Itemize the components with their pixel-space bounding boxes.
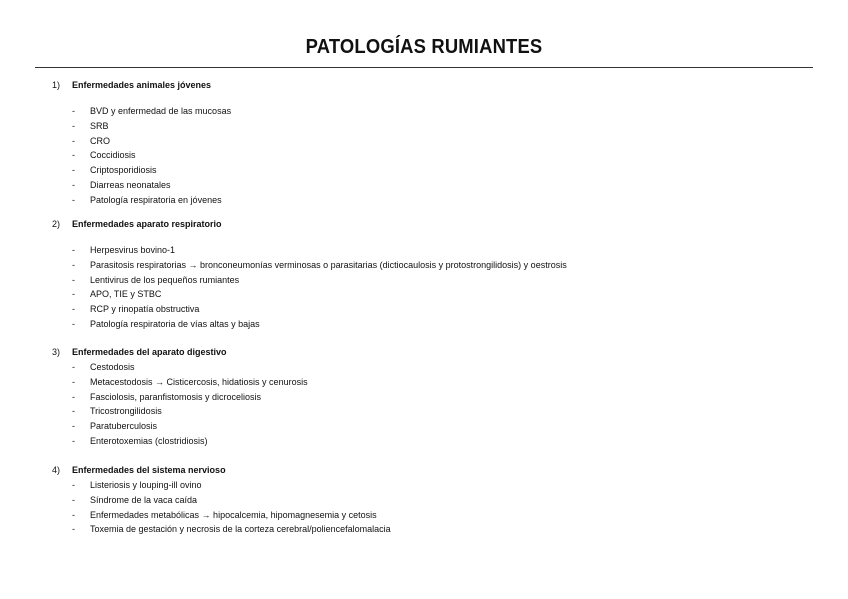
list-item: - Enterotoxemias (clostridiosis) (72, 435, 208, 446)
list-item: - Coccidiosis (72, 150, 136, 161)
item-list (52, 243, 812, 332)
list-item-text: Enfermedades metabólicas → hipocalcemia, hipomagnesemia y cetosis (90, 509, 377, 520)
section-number: 2) (52, 219, 61, 229)
list-item: - SRB (72, 120, 109, 131)
list-item: - Herpesvirus bovino-1 (72, 245, 176, 255)
list-item-text: APO, TIE y STBC (90, 289, 162, 300)
list-item-text: Toxemia de gestación y necrosis de la corteza cerebral/poliencefalomalacia (90, 524, 391, 535)
page-title: PATOLOGÍAS RUMIANTES (305, 36, 543, 58)
list-item: - BVD y enfermedad de las mucosas (72, 106, 232, 116)
list-item-text: Lentivirus de los pequeños rumiantes (90, 274, 240, 285)
section-respiratory (52, 218, 812, 332)
list-item-text: Herpesvirus bovino-1 (90, 245, 176, 255)
list-item: - Patología respiratoria en jóvenes (72, 194, 222, 205)
list-item: - Enfermedades metabólicas → hipocalcemia, hipomagnesemia y cetosis (72, 509, 377, 520)
item-list (52, 478, 812, 537)
list-item: - RCP y rinopatía obstructiva (72, 304, 200, 315)
section-number: 4) (52, 465, 61, 475)
title-divider (35, 67, 813, 68)
section-young-animals (52, 79, 812, 208)
list-item-text: Coccidiosis (90, 150, 136, 161)
section-title: Enfermedades aparato respiratorio (72, 219, 222, 229)
list-item: - APO, TIE y STBC (72, 289, 162, 300)
list-item: - Listeriosis y louping-ill ovino (72, 480, 202, 490)
list-item-text: Paratuberculosis (90, 421, 158, 432)
list-item-text: Síndrome de la vaca caída (90, 494, 198, 505)
list-item-text: Listeriosis y louping-ill ovino (90, 480, 202, 490)
list-item-text: Metacestodosis → Cisticercosis, hidatiosis y cenurosis (90, 376, 308, 387)
section-heading (52, 464, 812, 477)
section-title: Enfermedades del aparato digestivo (72, 347, 227, 357)
list-item-text: Patología respiratoria de vías altas y bajas (90, 318, 260, 329)
item-list (52, 104, 812, 208)
list-item-text: SRB (90, 120, 109, 131)
list-item-text: RCP y rinopatía obstructiva (90, 304, 200, 315)
list-item-text: Patología respiratoria en jóvenes (90, 194, 222, 205)
list-item: - Paratuberculosis (72, 421, 158, 432)
list-item-text: Enterotoxemias (clostridiosis) (90, 435, 208, 446)
section-digestive (52, 346, 812, 449)
section-title: Enfermedades animales jóvenes (72, 80, 212, 90)
list-item: - Metacestodosis → Cisticercosis, hidatiosis y cenurosis (72, 376, 308, 387)
section-number: 3) (52, 347, 61, 357)
list-item-text: Criptosporidiosis (90, 165, 157, 176)
section-number: 1) (52, 80, 61, 90)
section-title: Enfermedades del sistema nervioso (72, 465, 226, 475)
section-heading (52, 218, 812, 231)
list-item: - Tricostrongilidosis (72, 406, 162, 417)
list-item: - Toxemia de gestación y necrosis de la corteza cerebral/poliencefalomalacia (72, 524, 391, 535)
list-item: - Síndrome de la vaca caída (72, 494, 198, 505)
list-item-text: Fasciolosis, paranfistomosis y dicroceliosis (90, 391, 262, 402)
list-item: - Criptosporidiosis (72, 165, 157, 176)
list-item-text: Parasitosis respiratorias → bronconeumonías verminosas o parasitarias (dictiocaulosis y protostrongilidosis) y oestrosis (90, 259, 567, 270)
list-item: - Diarreas neonatales (72, 179, 171, 190)
section-heading (52, 79, 812, 92)
list-item: - Cestodosis (72, 362, 135, 372)
list-item: - Patología respiratoria de vías altas y bajas (72, 318, 260, 329)
list-item-text: Tricostrongilidosis (90, 406, 162, 417)
section-nervous-system (52, 464, 812, 537)
list-item-text: Cestodosis (90, 362, 135, 372)
list-item-text: BVD y enfermedad de las mucosas (90, 106, 232, 116)
list-item: - CRO (72, 135, 110, 146)
list-item: - Lentivirus de los pequeños rumiantes (72, 274, 240, 285)
list-item-text: CRO (90, 135, 110, 146)
list-item: - Fasciolosis, paranfistomosis y dicroceliosis (72, 391, 262, 402)
list-item: - Parasitosis respiratorias → bronconeumonías verminosas o parasitarias (dictiocaulosis y protostrongilidosis) y oestrosis (72, 259, 567, 270)
item-list (52, 360, 812, 449)
section-heading (52, 346, 812, 359)
list-item-text: Diarreas neonatales (90, 179, 171, 190)
